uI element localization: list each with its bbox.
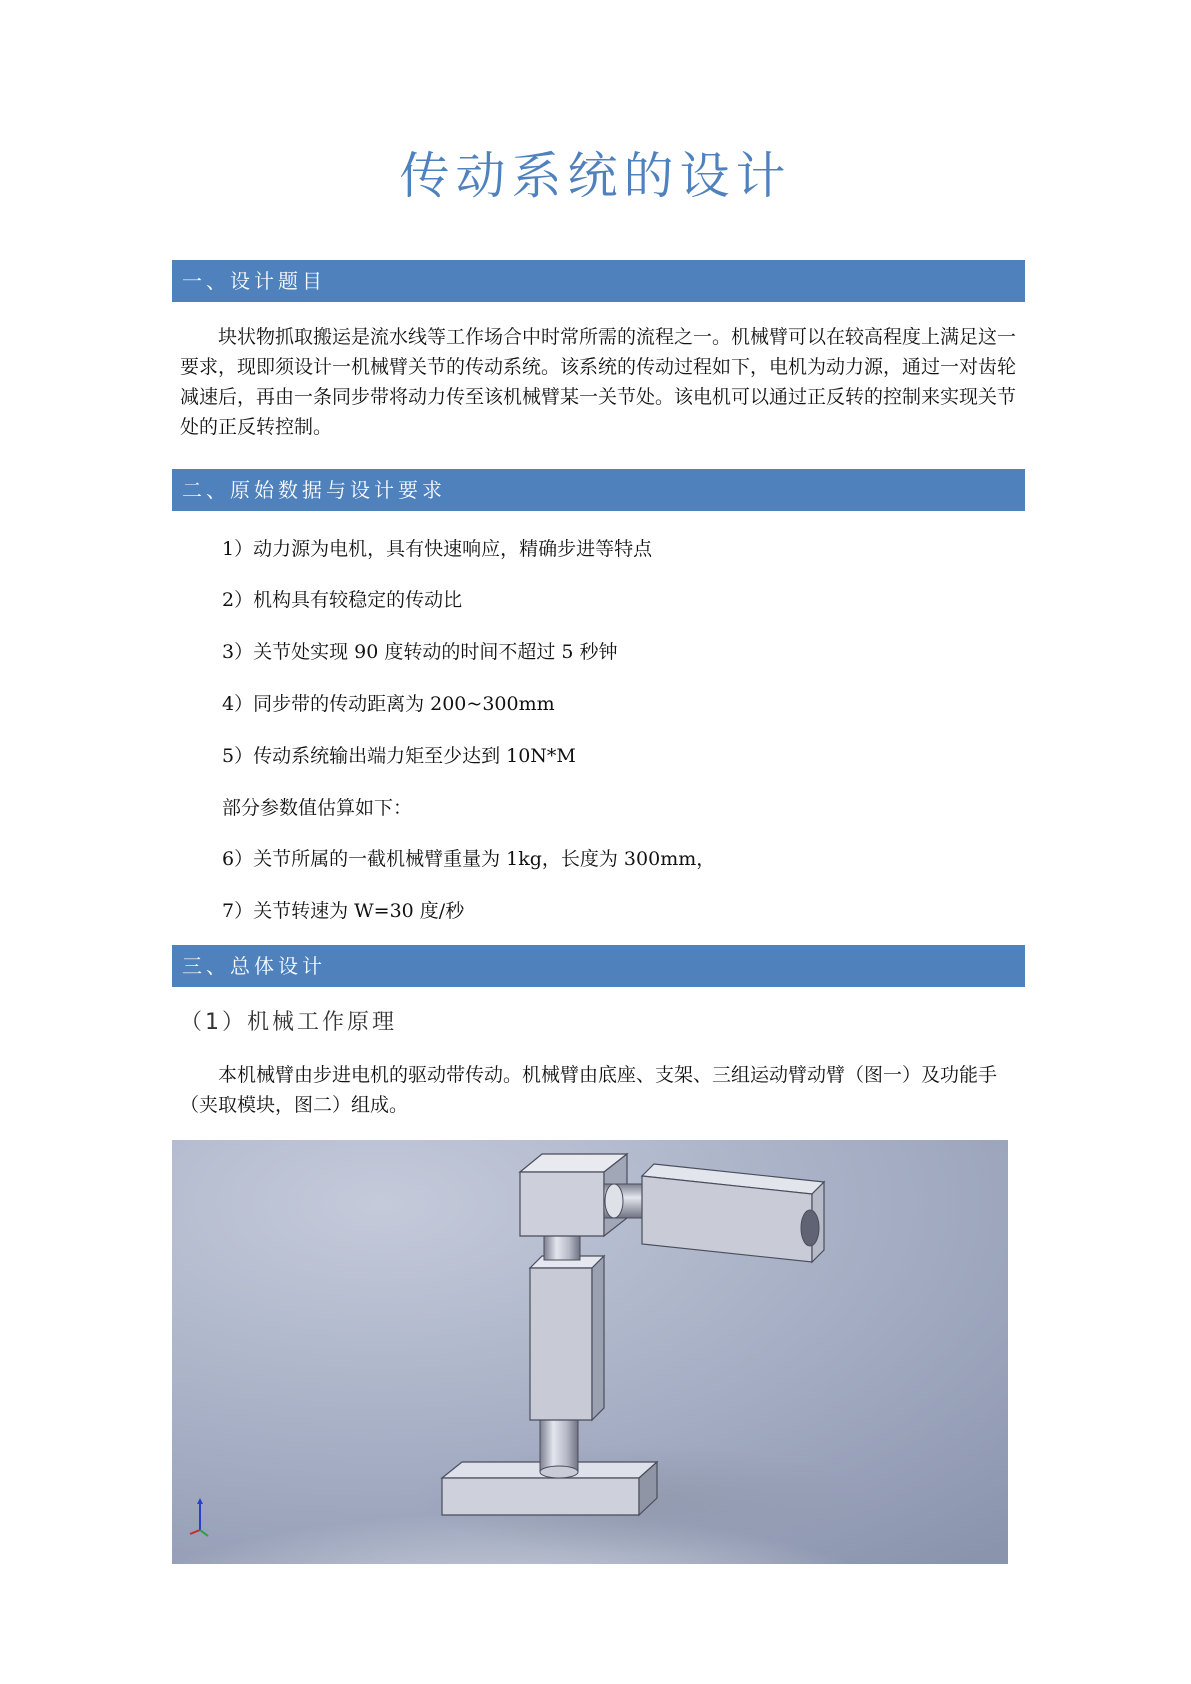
estimate-intro: 部分参数值估算如下： [222, 797, 413, 819]
forearm [642, 1164, 824, 1262]
requirement-item: 1）动力源为电机，具有快速响应，精确步进等特点 [222, 538, 653, 560]
section1-paragraph: 块状物抓取搬运是流水线等工作场合中时常所需的流程之一。机械臂可以在较高程度上满足这一要求，现即须设计一机械臂关节的传动系统。该系统的传动过程如下，电机为动力源，通过一对齿轮减速后，再由一条同步带将动力传至该机械臂某一关节处。该电机可以通过正反转的控制来实现关节处的正反转控制。 [180, 326, 1017, 438]
page-title: 传动系统的设计 [399, 147, 792, 205]
requirement-item: 4）同步带的传动距离为 200~300mm [222, 693, 555, 715]
requirement-item: 7）关节转速为 W=30 度/秒 [222, 900, 465, 922]
connector-shaft [604, 1184, 644, 1218]
requirement-item: 2）机构具有较稳定的传动比 [222, 589, 463, 611]
section-heading-2: 二、原始数据与设计要求 [172, 469, 1025, 511]
requirement-item: 5）传动系统输出端力矩至少达到 10N*M [222, 745, 576, 767]
requirement-item: 3）关节处实现 90 度转动的时间不超过 5 秒钟 [222, 641, 618, 663]
section-heading-1: 一、设计题目 [172, 260, 1025, 302]
robot-arm-figure [172, 1140, 1008, 1564]
subsection-paragraph: 本机械臂由步进电机的驱动带传动。机械臂由底座、支架、三组运动臂动臂（图一）及功能手（夹取模块，图二）组成。 [180, 1064, 998, 1116]
middle-arm [530, 1256, 604, 1420]
requirement-item: 6）关节所属的一截机械臂重量为 1kg，长度为 300mm， [222, 848, 716, 870]
section-heading-3: 三、总体设计 [172, 945, 1025, 987]
subsection-heading: （1）机械工作原理 [180, 1010, 397, 1035]
